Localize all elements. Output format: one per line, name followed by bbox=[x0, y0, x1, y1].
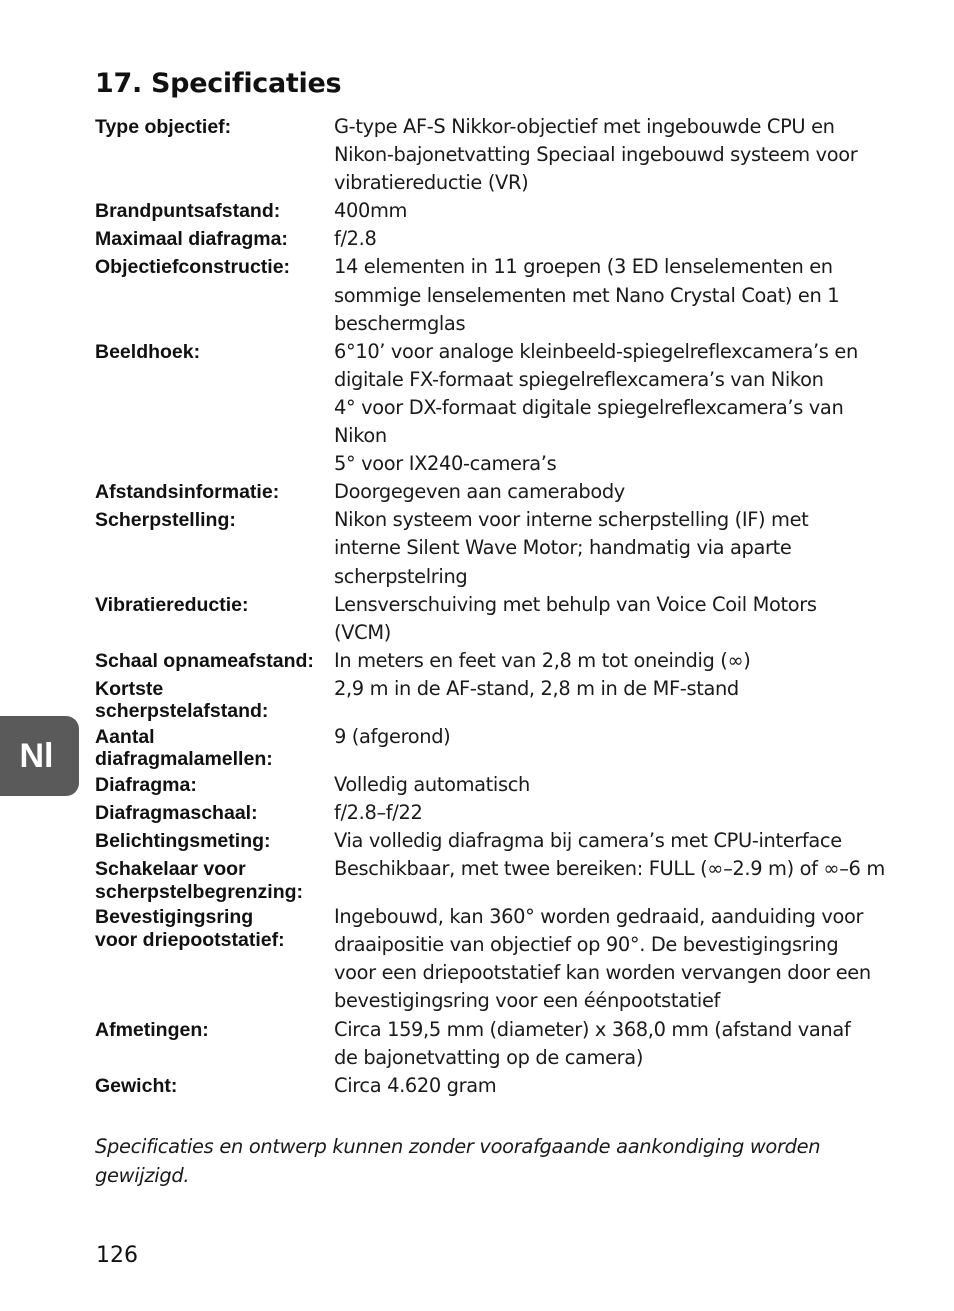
spec-value-line: voor een driepootstatief kan worden vervangen door een bbox=[334, 961, 871, 985]
spec-label: Maximaal diafragma: bbox=[95, 228, 288, 251]
spec-value bbox=[334, 197, 895, 225]
spec-row bbox=[95, 1016, 895, 1072]
spec-row bbox=[95, 225, 895, 253]
spec-value bbox=[334, 647, 895, 675]
spec-label: Diafragmaschaal: bbox=[95, 801, 258, 824]
spec-value-line: 9 (afgerond) bbox=[334, 724, 451, 748]
spec-value bbox=[334, 723, 895, 751]
spec-label: Afstandsinformatie: bbox=[95, 481, 280, 504]
spec-row bbox=[95, 903, 895, 1015]
spec-value bbox=[334, 113, 895, 197]
spec-value bbox=[334, 827, 895, 855]
spec-value-line: interne Silent Wave Motor; handmatig via aparte bbox=[334, 536, 792, 560]
spec-value-line: f/2.8–f/22 bbox=[334, 800, 423, 824]
spec-value bbox=[334, 506, 895, 590]
specifications-table bbox=[95, 113, 895, 1100]
spec-value-line: Doorgegeven aan camerabody bbox=[334, 480, 625, 504]
spec-value bbox=[334, 675, 895, 703]
spec-value bbox=[334, 478, 895, 506]
spec-value-line: Via volledig diafragma bij camera’s met CPU-interface bbox=[334, 829, 842, 853]
spec-value-line: 2,9 m in de AF-stand, 2,8 m in de MF-stand bbox=[334, 676, 739, 700]
spec-row bbox=[95, 338, 895, 478]
spec-value-line: Nikon bbox=[334, 424, 387, 448]
spec-value bbox=[334, 253, 895, 337]
spec-value-line: In meters en feet van 2,8 m tot oneindig (∞) bbox=[334, 648, 751, 672]
spec-row bbox=[95, 771, 895, 799]
spec-row bbox=[95, 253, 895, 337]
spec-row bbox=[95, 1072, 895, 1100]
spec-label: Belichtingsmeting: bbox=[95, 830, 271, 853]
spec-value-line: Nikon systeem voor interne scherpstelling (IF) met bbox=[334, 508, 809, 532]
spec-value-line: 4° voor DX-formaat digitale spiegelreflexcamera’s van bbox=[334, 395, 844, 419]
spec-value bbox=[334, 771, 895, 799]
spec-value-line: 400mm bbox=[334, 199, 408, 223]
spec-value-line: (VCM) bbox=[334, 620, 391, 644]
page-title: 17. Specificaties bbox=[95, 68, 342, 99]
spec-label: Afmetingen: bbox=[95, 1018, 209, 1041]
spec-value-line: Nikon-bajonetvatting Speciaal ingebouwd systeem voor bbox=[334, 143, 858, 167]
spec-label: Bevestigingsring voor driepootstatief: bbox=[95, 906, 285, 951]
spec-label: Aantal diafragmalamellen: bbox=[95, 725, 273, 771]
spec-label: Diafragma: bbox=[95, 773, 197, 796]
spec-row bbox=[95, 113, 895, 197]
spec-value-line: vibratiereductie (VR) bbox=[334, 171, 529, 195]
spec-value bbox=[334, 903, 895, 1015]
spec-row bbox=[95, 197, 895, 225]
spec-row bbox=[95, 478, 895, 506]
spec-value bbox=[334, 855, 895, 883]
spec-value-line: 14 elementen in 11 groepen (3 ED lenselementen en bbox=[334, 255, 833, 279]
spec-value-line: 6°10’ voor analoge kleinbeeld-spiegelreflexcamera’s en bbox=[334, 339, 858, 363]
spec-value-line: sommige lenselementen met Nano Crystal Coat) en 1 bbox=[334, 283, 840, 307]
spec-value-line: f/2.8 bbox=[334, 227, 377, 251]
language-tab bbox=[0, 716, 79, 796]
spec-label: Vibratiereductie: bbox=[95, 593, 249, 616]
spec-row bbox=[95, 675, 895, 723]
spec-label: Gewicht: bbox=[95, 1074, 178, 1097]
spec-value-line: digitale FX-formaat spiegelreflexcamera’s van Nikon bbox=[334, 367, 824, 391]
spec-row bbox=[95, 647, 895, 675]
spec-value-line: scherpstelring bbox=[334, 564, 468, 588]
spec-value-line: bevestigingsring voor een éénpootstatief bbox=[334, 989, 721, 1013]
page-number: 126 bbox=[96, 1243, 138, 1268]
spec-value bbox=[334, 338, 895, 478]
spec-label: Schakelaar voor scherpstelbegrenzing: bbox=[95, 858, 304, 903]
spec-row bbox=[95, 591, 895, 647]
spec-label: Beeldhoek: bbox=[95, 340, 201, 363]
spec-value-line: Ingebouwd, kan 360° worden gedraaid, aanduiding voor bbox=[334, 905, 864, 929]
spec-value-line: Lensverschuiving met behulp van Voice Coil Motors bbox=[334, 592, 817, 616]
spec-value-line: Beschikbaar, met twee bereiken: FULL (∞–2.9 m) of ∞–6 m bbox=[334, 857, 885, 881]
spec-value-line: Circa 4.620 gram bbox=[334, 1073, 497, 1097]
spec-row bbox=[95, 827, 895, 855]
spec-row bbox=[95, 723, 895, 771]
spec-label: Scherpstelling: bbox=[95, 509, 236, 532]
spec-value-line: G-type AF-S Nikkor-objectief met ingebouwde CPU en bbox=[334, 115, 835, 138]
spec-value-line: Volledig automatisch bbox=[334, 772, 530, 796]
spec-value-line: de bajonetvatting op de camera) bbox=[334, 1045, 644, 1069]
spec-row bbox=[95, 506, 895, 590]
spec-value bbox=[334, 1016, 895, 1072]
spec-label: Brandpuntsafstand: bbox=[95, 200, 281, 223]
spec-label: Kortste scherpstelafstand: bbox=[95, 677, 269, 723]
language-tab-label: Nl bbox=[19, 736, 54, 775]
spec-row bbox=[95, 799, 895, 827]
spec-value-line: beschermglas bbox=[334, 311, 466, 335]
spec-value-line: 5° voor IX240-camera’s bbox=[334, 452, 557, 476]
spec-value bbox=[334, 799, 895, 827]
spec-value bbox=[334, 225, 895, 253]
spec-value-line: Circa 159,5 mm (diameter) x 368,0 mm (afstand vanaf bbox=[334, 1017, 851, 1041]
spec-label: Objectiefconstructie: bbox=[95, 256, 291, 279]
disclaimer-note: Specificaties en ontwerp kunnen zonder voorafgaande aankondiging worden gewijzigd. bbox=[95, 1135, 821, 1187]
spec-value-line: draaipositie van objectief op 90°. De bevestigingsring bbox=[334, 933, 839, 957]
spec-label: Type objectief: bbox=[95, 116, 232, 138]
spec-label: Schaal opnameafstand: bbox=[95, 649, 314, 672]
spec-value bbox=[334, 591, 895, 647]
spec-row bbox=[95, 855, 895, 903]
spec-value bbox=[334, 1072, 895, 1100]
